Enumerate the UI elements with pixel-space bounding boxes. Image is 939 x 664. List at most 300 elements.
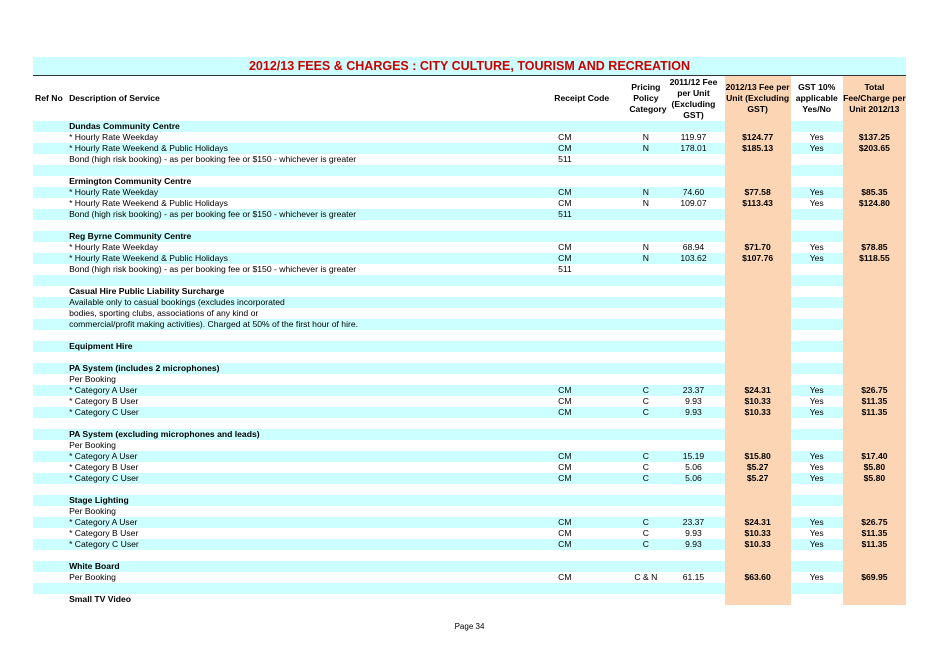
gst-cell (791, 363, 843, 374)
description-cell: Per Booking (69, 440, 116, 450)
header-fee-2011: 2011/12 Fee per Unit (Excluding GST) (669, 76, 718, 120)
ref-cell (33, 539, 67, 550)
fee-2013-cell (725, 374, 791, 385)
gst-cell: Yes (791, 473, 843, 484)
gst-cell: Yes (809, 198, 824, 208)
ref-cell (33, 440, 67, 451)
fee-2013-cell: $124.77 (725, 132, 791, 143)
total-cell (843, 264, 906, 275)
table-row (33, 451, 906, 462)
table-row (33, 407, 906, 418)
table-row (33, 385, 906, 396)
fee-2011-cell (662, 561, 724, 572)
gst-cell (791, 561, 843, 572)
pricing-policy-cell: C (642, 528, 649, 538)
header-ref-no: Ref No (35, 93, 63, 103)
gst-cell (791, 330, 843, 341)
fee-2011-cell: 9.93 (662, 539, 724, 550)
spacer-row (33, 275, 906, 286)
description-cell: Ermington Community Centre (69, 176, 192, 186)
pricing-policy-cell (629, 220, 662, 231)
description-cell: bodies, sporting clubs, associations of any kind or (69, 308, 259, 318)
total-cell: $78.85 (843, 242, 906, 253)
receipt-code-cell (534, 561, 629, 572)
ref-cell (33, 352, 67, 363)
receipt-code-cell: CM (558, 462, 572, 472)
gst-cell (791, 231, 843, 242)
pricing-policy-cell (629, 341, 662, 352)
spacer-row (33, 220, 906, 231)
ref-cell (33, 484, 67, 495)
fee-2013-cell: $10.33 (725, 528, 791, 539)
ref-cell (33, 231, 67, 242)
ref-cell (33, 330, 67, 341)
description-cell (67, 330, 534, 341)
pricing-policy-cell: C (629, 473, 662, 484)
total-cell (843, 341, 906, 352)
description-cell (67, 418, 534, 429)
total-cell (843, 231, 906, 242)
description-cell: Stage Lighting (67, 495, 534, 506)
header-description: Description of Service (69, 93, 160, 103)
pricing-policy-cell (629, 352, 662, 363)
total-cell: $26.75 (843, 385, 906, 396)
ref-cell (33, 429, 67, 440)
table-row (33, 209, 906, 220)
pricing-policy-cell (629, 495, 662, 506)
description-cell: Bond (high risk booking) - as per booking fee or $150 - whichever is greater (69, 154, 357, 164)
receipt-code-cell (534, 330, 629, 341)
total-cell (843, 352, 906, 363)
fee-2011-cell (662, 275, 724, 286)
fee-2011-cell: 68.94 (682, 242, 705, 252)
gst-cell (791, 275, 843, 286)
fee-2011-cell (662, 297, 724, 308)
ref-cell (33, 528, 67, 539)
fee-2013-cell: $63.60 (725, 572, 791, 583)
fee-2013-cell: $107.76 (725, 253, 791, 264)
ref-cell (33, 297, 67, 308)
description-cell: Per Booking (69, 506, 116, 516)
pricing-policy-cell: C (642, 396, 649, 406)
fee-2011-cell (662, 121, 724, 132)
ref-cell (33, 308, 67, 319)
spacer-row (33, 165, 906, 176)
description-cell: Bond (high risk booking) - as per booking fee or $150 - whichever is greater (67, 209, 534, 220)
total-cell (843, 363, 906, 374)
gst-cell: Yes (791, 143, 843, 154)
table-row (33, 462, 906, 473)
total-cell (843, 506, 906, 517)
ref-cell (33, 473, 67, 484)
header-gst: GST 10% applicable Yes/No (795, 82, 838, 114)
description-cell: Small TV Video (69, 594, 131, 604)
section-heading-row (33, 231, 906, 242)
total-cell: $203.65 (843, 143, 906, 154)
receipt-code-cell (534, 165, 629, 176)
description-cell: * Category B User (69, 462, 139, 472)
gst-cell: Yes (791, 385, 843, 396)
description-cell: * Category C User (67, 473, 534, 484)
fee-2011-cell (662, 418, 724, 429)
gst-cell: Yes (809, 242, 824, 252)
fee-2011-cell: 9.93 (662, 407, 724, 418)
fee-2013-cell (725, 275, 791, 286)
fee-2013-cell: $10.33 (725, 396, 791, 407)
ref-cell (33, 561, 67, 572)
pricing-policy-cell (629, 418, 662, 429)
total-cell: $118.55 (843, 253, 906, 264)
fee-2013-cell (725, 330, 791, 341)
pricing-policy-cell (629, 583, 662, 594)
total-cell (843, 297, 906, 308)
table-row (33, 319, 906, 330)
fees-document (33, 57, 906, 605)
gst-cell: Yes (791, 451, 843, 462)
receipt-code-cell (534, 275, 629, 286)
receipt-code-cell (534, 594, 629, 605)
gst-cell: Yes (791, 187, 843, 198)
fee-2013-cell (725, 506, 791, 517)
gst-cell: Yes (809, 462, 824, 472)
total-cell: $17.40 (843, 451, 906, 462)
gst-cell (791, 297, 843, 308)
pricing-policy-cell (629, 154, 662, 165)
fee-2011-cell (662, 506, 724, 517)
gst-cell (791, 209, 843, 220)
pricing-policy-cell (629, 264, 662, 275)
table-body (33, 121, 906, 605)
spacer-row (33, 583, 906, 594)
description-cell (67, 275, 534, 286)
spacer-row (33, 484, 906, 495)
fee-2011-cell (662, 165, 724, 176)
gst-cell (791, 264, 843, 275)
pricing-policy-cell (629, 176, 662, 187)
fee-2013-cell (725, 220, 791, 231)
fee-2013-cell (725, 264, 791, 275)
fee-2011-cell: 109.07 (680, 198, 707, 208)
fee-2011-cell: 9.93 (685, 528, 702, 538)
header-pricing-policy: Pricing Policy Category (629, 82, 667, 114)
fee-2013-cell: $71.70 (725, 242, 791, 253)
pricing-policy-cell: C (629, 407, 662, 418)
gst-cell (791, 594, 843, 605)
header-receipt-code: Receipt Code (554, 93, 610, 103)
fee-2011-cell (662, 363, 724, 374)
table-row (33, 253, 906, 264)
fee-2011-cell (662, 550, 724, 561)
ref-cell (33, 385, 67, 396)
table-row (33, 308, 906, 319)
description-cell: PA System (includes 2 microphones) (67, 363, 534, 374)
ref-cell (33, 517, 67, 528)
receipt-code-cell: 511 (534, 209, 629, 220)
total-cell (843, 418, 906, 429)
gst-cell: Yes (809, 396, 824, 406)
gst-cell (791, 341, 843, 352)
gst-cell (791, 484, 843, 495)
receipt-code-cell (534, 352, 629, 363)
fee-2011-cell (662, 583, 724, 594)
receipt-code-cell (534, 506, 629, 517)
ref-cell (33, 451, 67, 462)
receipt-code-cell (534, 363, 629, 374)
receipt-code-cell (534, 440, 629, 451)
ref-cell (33, 165, 67, 176)
gst-cell (791, 176, 843, 187)
pricing-policy-cell: N (629, 187, 662, 198)
gst-cell (791, 121, 843, 132)
fee-2011-cell (662, 231, 724, 242)
receipt-code-cell: CM (558, 242, 572, 252)
total-cell: $11.35 (843, 396, 906, 407)
description-cell (67, 484, 534, 495)
ref-cell (33, 121, 67, 132)
table-row (33, 528, 906, 539)
receipt-code-cell: CM (534, 517, 629, 528)
section-heading-row (33, 341, 906, 352)
fee-2011-cell: 74.60 (662, 187, 724, 198)
page-number: Page 34 (454, 622, 485, 631)
table-row (33, 154, 906, 165)
gst-cell (791, 440, 843, 451)
fee-2013-cell (725, 154, 791, 165)
ref-cell (33, 176, 67, 187)
pricing-policy-cell: C & N (634, 572, 658, 582)
gst-cell (791, 352, 843, 363)
receipt-code-cell (534, 495, 629, 506)
receipt-code-cell: CM (558, 396, 572, 406)
gst-cell: Yes (791, 539, 843, 550)
ref-cell (33, 550, 67, 561)
fee-2011-cell (662, 308, 724, 319)
description-cell: White Board (67, 561, 534, 572)
pricing-policy-cell (629, 275, 662, 286)
fee-2011-cell: 23.37 (662, 385, 724, 396)
receipt-code-cell: CM (534, 451, 629, 462)
pricing-policy-cell (629, 286, 662, 297)
ref-cell (33, 495, 67, 506)
receipt-code-cell: CM (534, 539, 629, 550)
total-cell: $11.35 (843, 539, 906, 550)
pricing-policy-cell (629, 165, 662, 176)
description-cell: PA System (excluding microphones and leads) (67, 429, 534, 440)
description-cell: * Category C User (67, 407, 534, 418)
spacer-row (33, 352, 906, 363)
fee-2011-cell (662, 264, 724, 275)
description-cell: * Category A User (67, 517, 534, 528)
fee-2011-cell (662, 429, 724, 440)
pricing-policy-cell (629, 484, 662, 495)
pricing-policy-cell (629, 429, 662, 440)
description-cell: Dundas Community Centre (67, 121, 534, 132)
fee-2011-cell: 119.97 (680, 132, 707, 142)
total-cell (843, 583, 906, 594)
receipt-code-cell: 511 (558, 264, 572, 274)
ref-cell (33, 154, 67, 165)
section-heading-row (33, 286, 906, 297)
fee-2011-cell: 178.01 (662, 143, 724, 154)
ref-cell (33, 583, 67, 594)
description-cell: * Category A User (67, 385, 534, 396)
receipt-code-cell: 511 (558, 154, 572, 164)
fee-2013-cell (725, 297, 791, 308)
fee-2013-cell (725, 352, 791, 363)
fee-2011-cell (662, 440, 724, 451)
pricing-policy-cell (629, 121, 662, 132)
fee-2013-cell: $185.13 (725, 143, 791, 154)
total-cell: $124.80 (843, 198, 906, 209)
pricing-policy-cell: N (642, 198, 649, 208)
pricing-policy-cell (629, 561, 662, 572)
fee-2013-cell (725, 231, 791, 242)
spacer-row (33, 330, 906, 341)
fee-2013-cell (725, 440, 791, 451)
total-cell (843, 154, 906, 165)
description-cell (67, 165, 534, 176)
ref-cell (33, 286, 67, 297)
ref-cell (33, 264, 67, 275)
ref-cell (33, 374, 67, 385)
total-cell (843, 308, 906, 319)
total-cell (843, 495, 906, 506)
fee-2011-cell: 5.06 (685, 462, 702, 472)
table-row (33, 143, 906, 154)
description-cell: commercial/profit making activities). Charged at 50% of the first hour of hire. (67, 319, 534, 330)
ref-cell (33, 220, 67, 231)
fee-2011-cell (662, 220, 724, 231)
total-cell (843, 275, 906, 286)
pricing-policy-cell (629, 209, 662, 220)
table-row (33, 539, 906, 550)
ref-cell (33, 253, 67, 264)
description-cell: * Hourly Rate Weekend & Public Holidays (67, 253, 534, 264)
pricing-policy-cell (629, 363, 662, 374)
total-cell (843, 440, 906, 451)
receipt-code-cell (534, 297, 629, 308)
total-cell (843, 286, 906, 297)
pricing-policy-cell: C (629, 517, 662, 528)
receipt-code-cell (534, 418, 629, 429)
table-header-row (33, 76, 906, 121)
receipt-code-cell (534, 550, 629, 561)
total-cell (843, 121, 906, 132)
page-title: 2012/13 FEES & CHARGES : CITY CULTURE, TOURISM AND RECREATION (33, 57, 906, 76)
table-row (33, 440, 906, 451)
table-row (33, 517, 906, 528)
table-row (33, 506, 906, 517)
section-heading-row (33, 363, 906, 374)
table-row (33, 264, 906, 275)
ref-cell (33, 572, 67, 583)
description-cell: * Hourly Rate Weekend & Public Holidays (69, 198, 228, 208)
fee-2011-cell (662, 352, 724, 363)
header-fee-2013: 2012/13 Fee per Unit (Excluding GST) (725, 76, 791, 121)
fee-2013-cell (725, 594, 791, 605)
fee-2013-cell: $24.31 (725, 385, 791, 396)
receipt-code-cell: CM (558, 528, 572, 538)
description-cell: * Hourly Rate Weekday (67, 187, 534, 198)
total-cell (843, 209, 906, 220)
gst-cell (791, 286, 843, 297)
gst-cell (791, 418, 843, 429)
ref-cell (33, 462, 67, 473)
fee-2013-cell (725, 308, 791, 319)
gst-cell: Yes (791, 253, 843, 264)
total-cell (843, 561, 906, 572)
description-cell: Available only to casual bookings (excludes incorporated (67, 297, 534, 308)
fee-2011-cell: 15.19 (662, 451, 724, 462)
total-cell (843, 374, 906, 385)
description-cell: * Category B User (69, 528, 139, 538)
fee-2011-cell (662, 374, 724, 385)
description-cell (67, 550, 534, 561)
total-cell (843, 220, 906, 231)
receipt-code-cell (534, 176, 629, 187)
section-heading-row (33, 121, 906, 132)
receipt-code-cell (534, 484, 629, 495)
gst-cell (791, 495, 843, 506)
pricing-policy-cell (629, 308, 662, 319)
fee-2013-cell: $5.27 (725, 473, 791, 484)
receipt-code-cell (534, 220, 629, 231)
fee-2011-cell (662, 176, 724, 187)
fee-2013-cell: $10.33 (725, 539, 791, 550)
receipt-code-cell: CM (558, 198, 572, 208)
ref-cell (33, 319, 67, 330)
fee-2013-cell (725, 550, 791, 561)
table-row (33, 198, 906, 209)
receipt-code-cell (534, 121, 629, 132)
table-row (33, 132, 906, 143)
total-cell: $5.80 (843, 473, 906, 484)
ref-cell (33, 209, 67, 220)
receipt-code-cell: CM (534, 473, 629, 484)
pricing-policy-cell (629, 550, 662, 561)
ref-cell (33, 187, 67, 198)
gst-cell (791, 550, 843, 561)
description-cell: Per Booking (69, 374, 116, 384)
total-cell (843, 165, 906, 176)
table-row (33, 187, 906, 198)
table-row (33, 396, 906, 407)
total-cell (843, 594, 906, 605)
description-cell: Bond (high risk booking) - as per booking fee or $150 - whichever is greater (69, 264, 357, 274)
fee-2011-cell (662, 484, 724, 495)
gst-cell (791, 319, 843, 330)
total-cell (843, 330, 906, 341)
table-row (33, 297, 906, 308)
section-heading-row (33, 495, 906, 506)
gst-cell (791, 154, 843, 165)
description-cell: Equipment Hire (67, 341, 534, 352)
receipt-code-cell (534, 231, 629, 242)
fee-2013-cell (725, 209, 791, 220)
receipt-code-cell (534, 286, 629, 297)
header-total: Total Fee/Charge per Unit 2012/13 (843, 76, 906, 121)
description-cell: * Hourly Rate Weekend & Public Holidays (67, 143, 534, 154)
fee-2013-cell (725, 165, 791, 176)
total-cell: $5.80 (843, 462, 906, 473)
description-cell: Casual Hire Public Liability Surcharge (69, 286, 225, 296)
ref-cell (33, 363, 67, 374)
receipt-code-cell (534, 341, 629, 352)
fee-2011-cell (662, 594, 724, 605)
receipt-code-cell: CM (534, 187, 629, 198)
ref-cell (33, 275, 67, 286)
fee-2013-cell (725, 176, 791, 187)
